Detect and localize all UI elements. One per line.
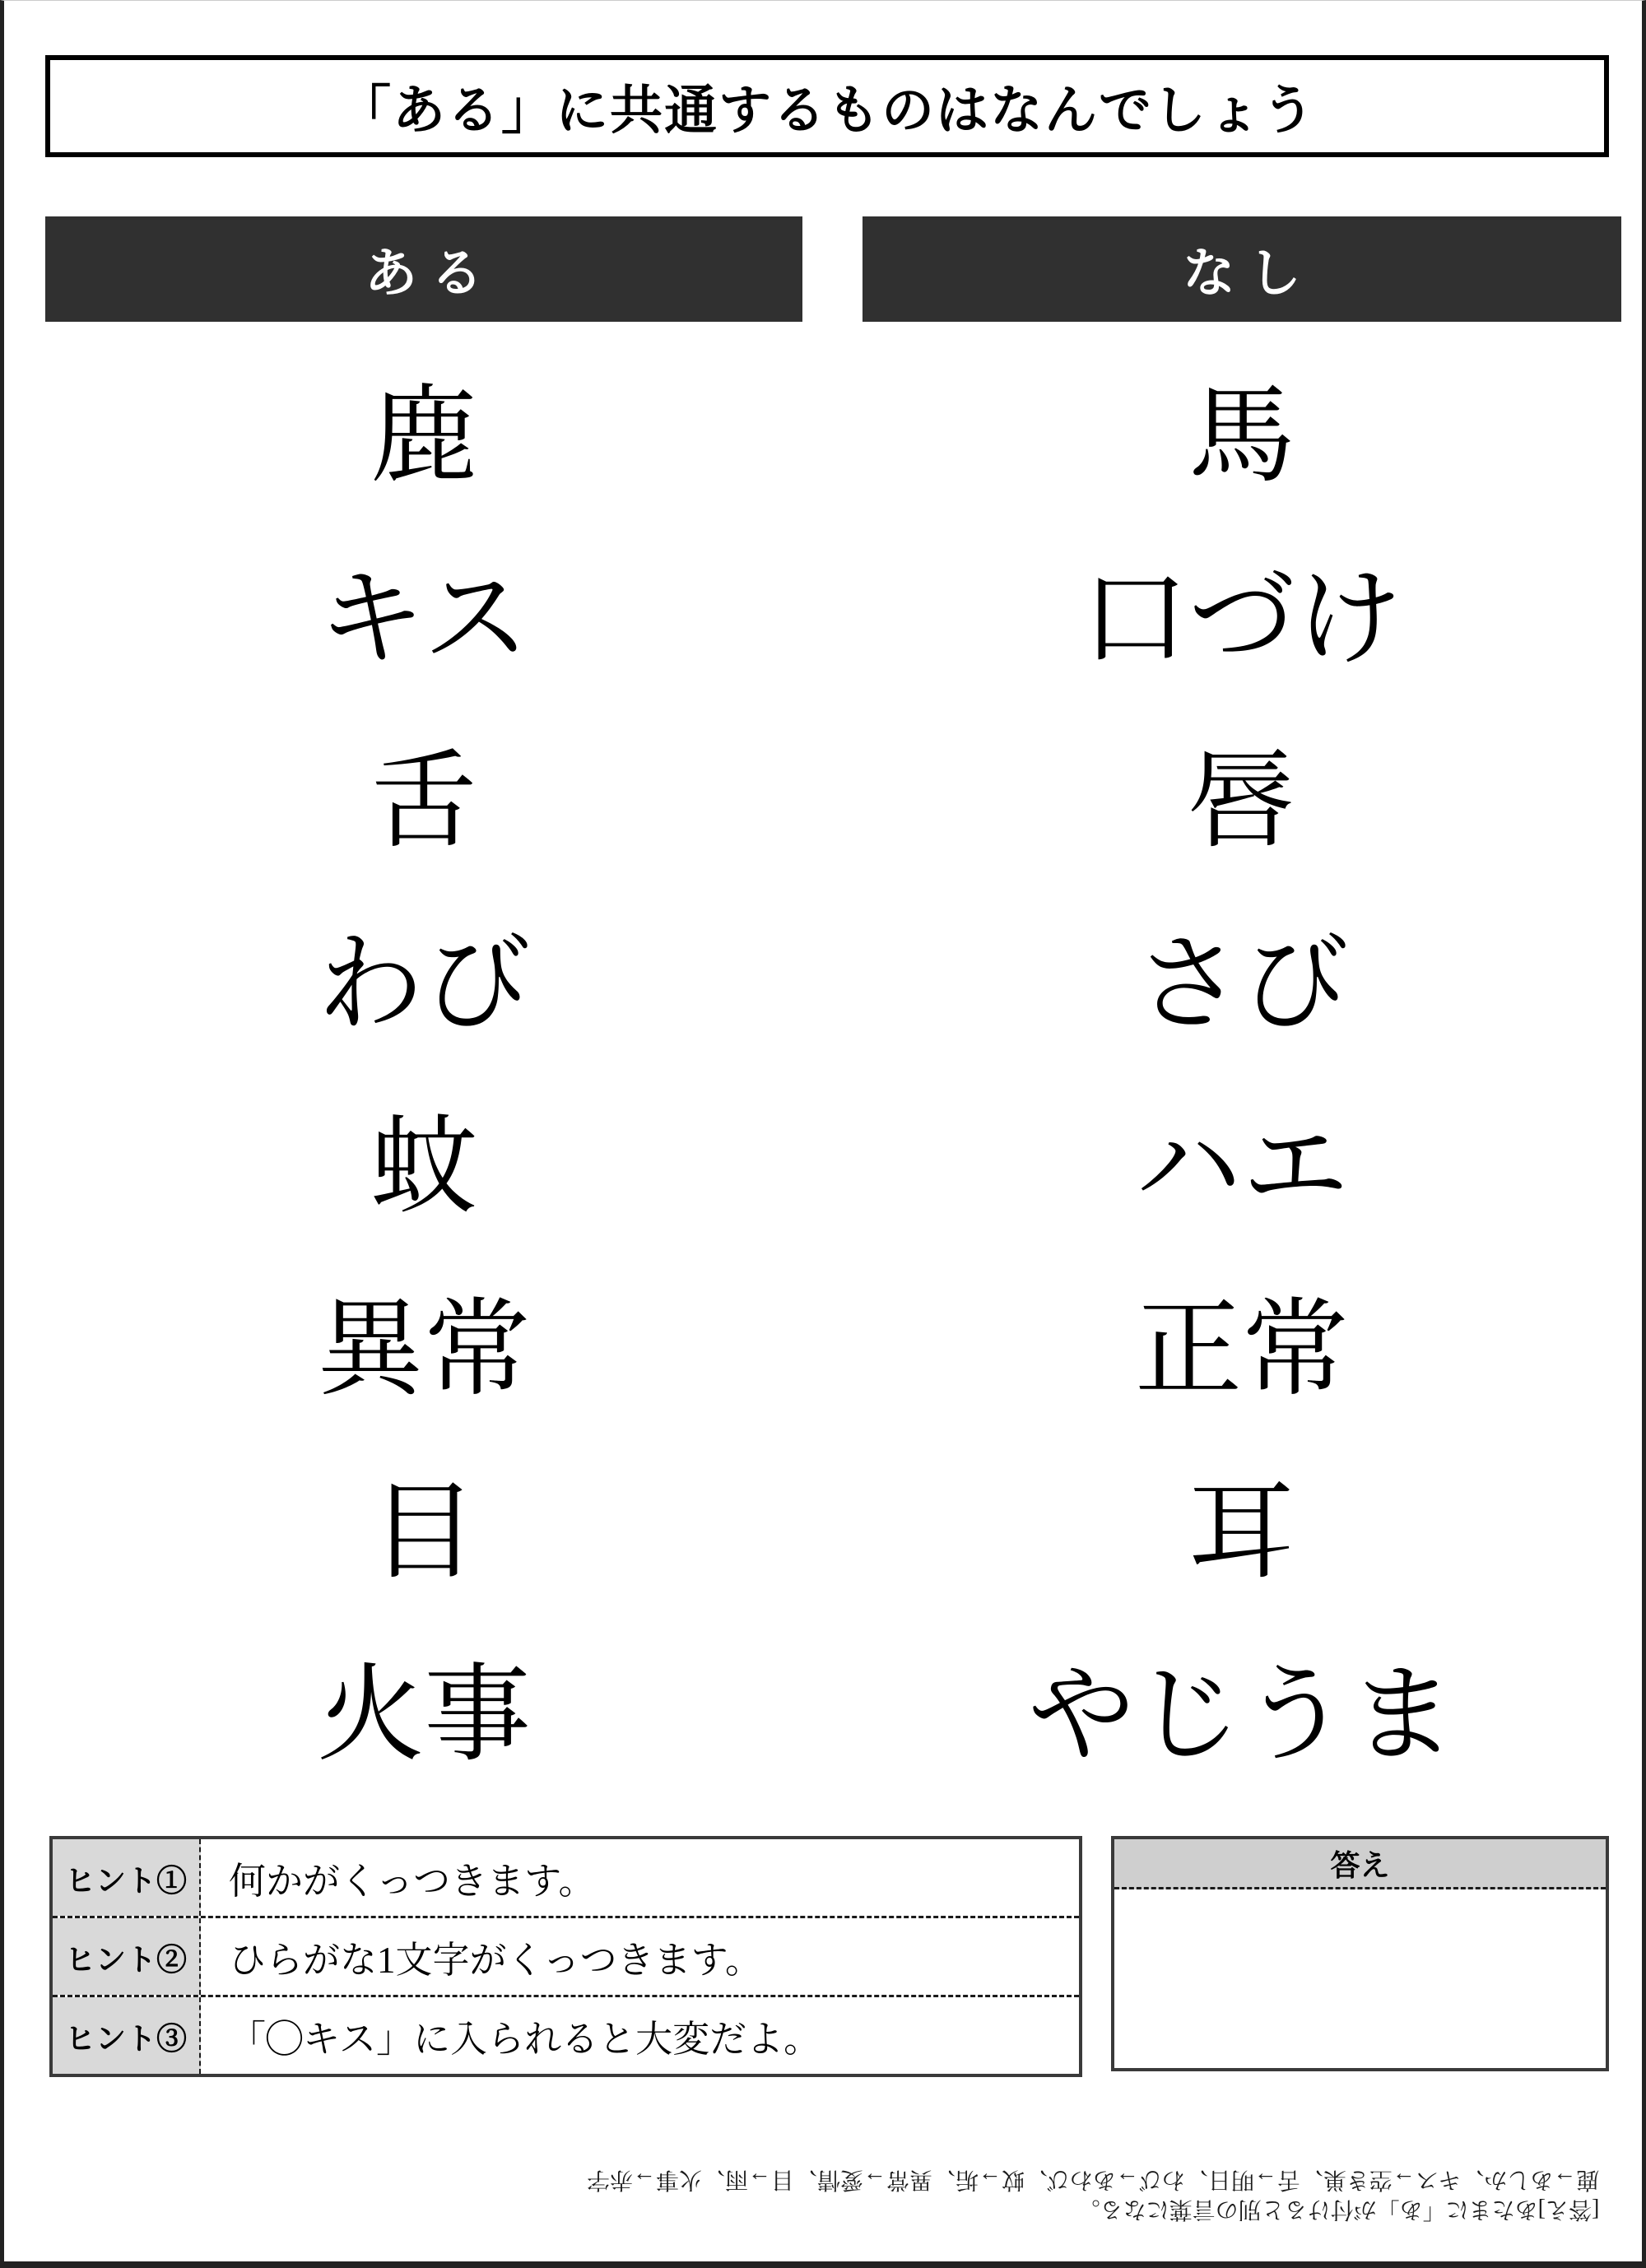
nashi-word-6: 正常 — [1134, 1290, 1349, 1410]
aru-word-1: 鹿 — [370, 377, 477, 496]
hint-1-text: 何かがくっつきます。 — [229, 1861, 596, 1902]
nashi-word-7: 耳 — [1188, 1473, 1295, 1592]
aru-word-6: 異常 — [316, 1290, 531, 1410]
nashi-word-2: 口づけ — [1081, 560, 1402, 679]
answer-key-sentence: [答え]あたまに「あ」が付けると別の言葉になる。 — [1076, 2196, 1599, 2222]
aru-word-2: キス — [318, 560, 530, 679]
hints-table — [49, 1836, 1082, 2077]
nashi-word-1: 馬 — [1188, 377, 1295, 496]
nashi-word-list — [863, 335, 1621, 1796]
answer-box-header: 答え — [1114, 1839, 1606, 1889]
aru-word-7: 目 — [370, 1473, 477, 1592]
aru-column-header: ある — [45, 216, 802, 322]
hint-2-text: ひらがな1文字がくっつきます。 — [229, 1940, 763, 1981]
title-box — [45, 55, 1609, 157]
nashi-column — [863, 216, 1621, 1796]
answer-writing-area — [1114, 1889, 1606, 2068]
nashi-word-8: やじうま — [1027, 1656, 1456, 1775]
hint-row-1 — [53, 1839, 1079, 1916]
hint-2-label: ヒント② — [53, 1918, 201, 1995]
hint-3-label: ヒント③ — [53, 1997, 201, 2074]
aru-word-5: 蚊 — [370, 1108, 477, 1227]
aru-word-8: 火事 — [316, 1656, 531, 1775]
aru-word-4: わび — [316, 925, 531, 1044]
hint-row-3 — [53, 1995, 1079, 2074]
aru-word-list — [45, 335, 802, 1796]
hint-row-2 — [53, 1916, 1079, 1995]
aru-word-3: 舌 — [370, 742, 477, 862]
bottom-section — [4, 1836, 1646, 2077]
upside-down-answer-key — [587, 2164, 1599, 2224]
page-title: 「ある」に共通するものはなんでしょう — [338, 81, 1316, 140]
nashi-column-header: なし — [863, 216, 1621, 322]
nashi-word-4: さび — [1134, 925, 1349, 1044]
nashi-word-3: 唇 — [1188, 742, 1295, 862]
column-gap — [802, 216, 863, 1796]
aru-column — [45, 216, 802, 1796]
hint-1-label: ヒント① — [53, 1839, 201, 1916]
quiz-board — [45, 216, 1621, 1796]
answer-key-mappings: 鹿→あしか、キス→空き巣、舌→明日、わび→あわび、蚊→垢、異常→愛情、目→雨、火事→赤字 — [586, 2167, 1599, 2192]
answer-box — [1111, 1836, 1609, 2071]
nashi-word-5: ハエ — [1134, 1108, 1349, 1227]
hint-3-text: 「◯キス」に入られると大変だよ。 — [229, 2019, 821, 2060]
